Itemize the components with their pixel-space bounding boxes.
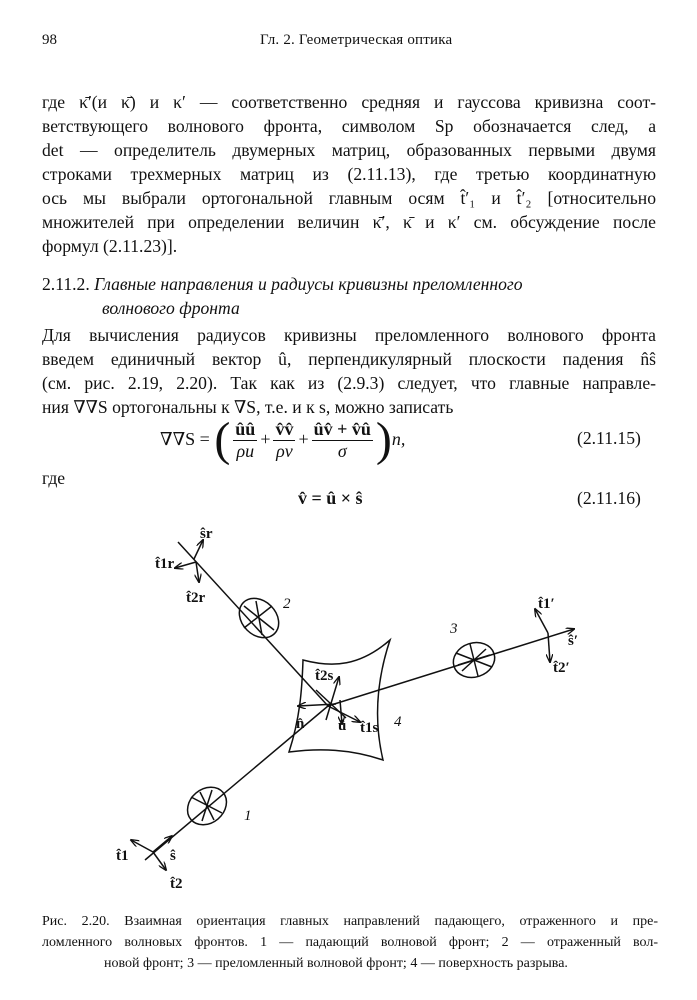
label-s-prime: ŝ′	[568, 633, 579, 649]
intro-line-1: где κ̄′(и κ̄) и κ′ — соответственно средняя и гауссова кривизна соот-	[42, 92, 656, 112]
section-heading	[42, 272, 662, 320]
running-head: Гл. 2. Геометрическая оптика	[260, 32, 453, 48]
label-num-1: 1	[244, 808, 252, 824]
fraction-vv: $\frac{v̂v̂}{\rho v}$	[275, 419, 294, 461]
section-number: 2.11.2.	[42, 274, 90, 294]
label-s-r: ŝr	[200, 526, 213, 542]
intro-paragraph	[42, 90, 656, 258]
equation-lhs: ∇∇S =	[160, 429, 210, 449]
reflected-wavefront	[231, 590, 286, 645]
caption-line-3: новой фронт; 3 — преломленный волновой фронт; 4 — поверхность разрыва.	[104, 956, 568, 971]
main-line-2: введем единичный вектор û, перпендикулярный плоскости падения n̂ŝ	[42, 349, 656, 369]
main-line-4: ния ∇∇S ортогональны к ∇S, т.е. и к s, можно записать	[42, 397, 454, 417]
label-t1: t̂1	[116, 848, 129, 864]
label-n-hat: n̂	[296, 716, 305, 732]
label-t2-prime: t̂2′	[553, 660, 570, 676]
intro-line-7: формул (2.11.23)].	[42, 236, 178, 256]
fraction-uu: $\frac{ûû}{\rho u}$	[235, 419, 256, 461]
refracted-wavefront	[449, 637, 499, 682]
label-t1-prime: t̂1′	[538, 596, 555, 612]
label-t1-s: t̂1s	[360, 720, 379, 736]
label-t2-r: t̂2r	[186, 590, 206, 606]
equation-number-1: (2.11.15)	[577, 428, 641, 448]
intro-line-5: ось мы выбрали ортогональной главным осям t̂′₁ и t̂′₂ [относительно	[42, 188, 656, 208]
where-word: где	[42, 468, 66, 488]
equation-2-11-15: ∇∇S = ( $\frac{ûû}{\rho u}$ + $\frac{v̂v̂}{\rho v}$ + $\frac{ûv̂ + v̂û}{\sigma}$ )n,	[160, 413, 406, 466]
main-paragraph	[42, 323, 656, 419]
section-title-line-1: Главные направления и радиусы кривизны преломленного	[94, 274, 523, 294]
incident-t1-arrow	[131, 840, 153, 852]
incident-t2-arrow	[153, 852, 166, 870]
label-num-3: 3	[450, 621, 458, 637]
label-num-2: 2	[283, 596, 291, 612]
intro-line-3: det — определитель двумерных матриц, образованных первыми двумя	[42, 140, 656, 160]
intro-line-4: строками трехмерных матриц из (2.11.13), где третью координатную	[42, 164, 656, 184]
equation-2-11-16: v̂ = û × ŝ	[298, 488, 363, 508]
label-u-hat: û	[338, 718, 347, 734]
intro-line-6: множителей при определении величин κ̄′, κ̄ и κ′ см. обсуждение после	[42, 212, 656, 232]
figure-2-20	[0, 510, 697, 905]
caption-line-2: ломленного волновых фронтов. 1 — падающий волновой фронт; 2 — отраженный вол-	[42, 935, 658, 950]
label-s: ŝ	[170, 848, 176, 864]
section-title-line-2: волнового фронта	[102, 298, 240, 318]
label-t1-r: t̂1r	[155, 556, 175, 572]
discontinuity-surface	[289, 640, 390, 760]
fraction-uv: $\frac{ûv̂ + v̂û}{\sigma}$	[313, 419, 371, 461]
label-t2: t̂2	[170, 876, 183, 892]
caption-line-1: Рис. 2.20. Взаимная ориентация главных направлений падающего, отраженного и пре-	[42, 914, 658, 929]
label-num-4: 4	[394, 714, 402, 730]
refracted-t1-arrow	[535, 609, 548, 633]
reflected-s-arrow	[194, 540, 203, 559]
equation-number-2: (2.11.16)	[577, 488, 641, 508]
refracted-ray	[328, 629, 574, 706]
page-number: 98	[42, 32, 57, 48]
main-line-1: Для вычисления радиусов кривизны преломленного волнового фронта	[42, 325, 656, 345]
intro-line-2: ветствующего волнового фронта, символом Sp обозначается след, а	[42, 116, 656, 136]
reflected-ray	[178, 542, 328, 706]
main-line-3: (см. рис. 2.19, 2.20). Так как из (2.9.3) следует, что главные направле-	[42, 373, 656, 393]
figure-caption	[42, 911, 658, 974]
reflected-t1-arrow	[175, 562, 196, 568]
label-t2-s: t̂2s	[315, 668, 334, 684]
page-header	[0, 32, 697, 54]
